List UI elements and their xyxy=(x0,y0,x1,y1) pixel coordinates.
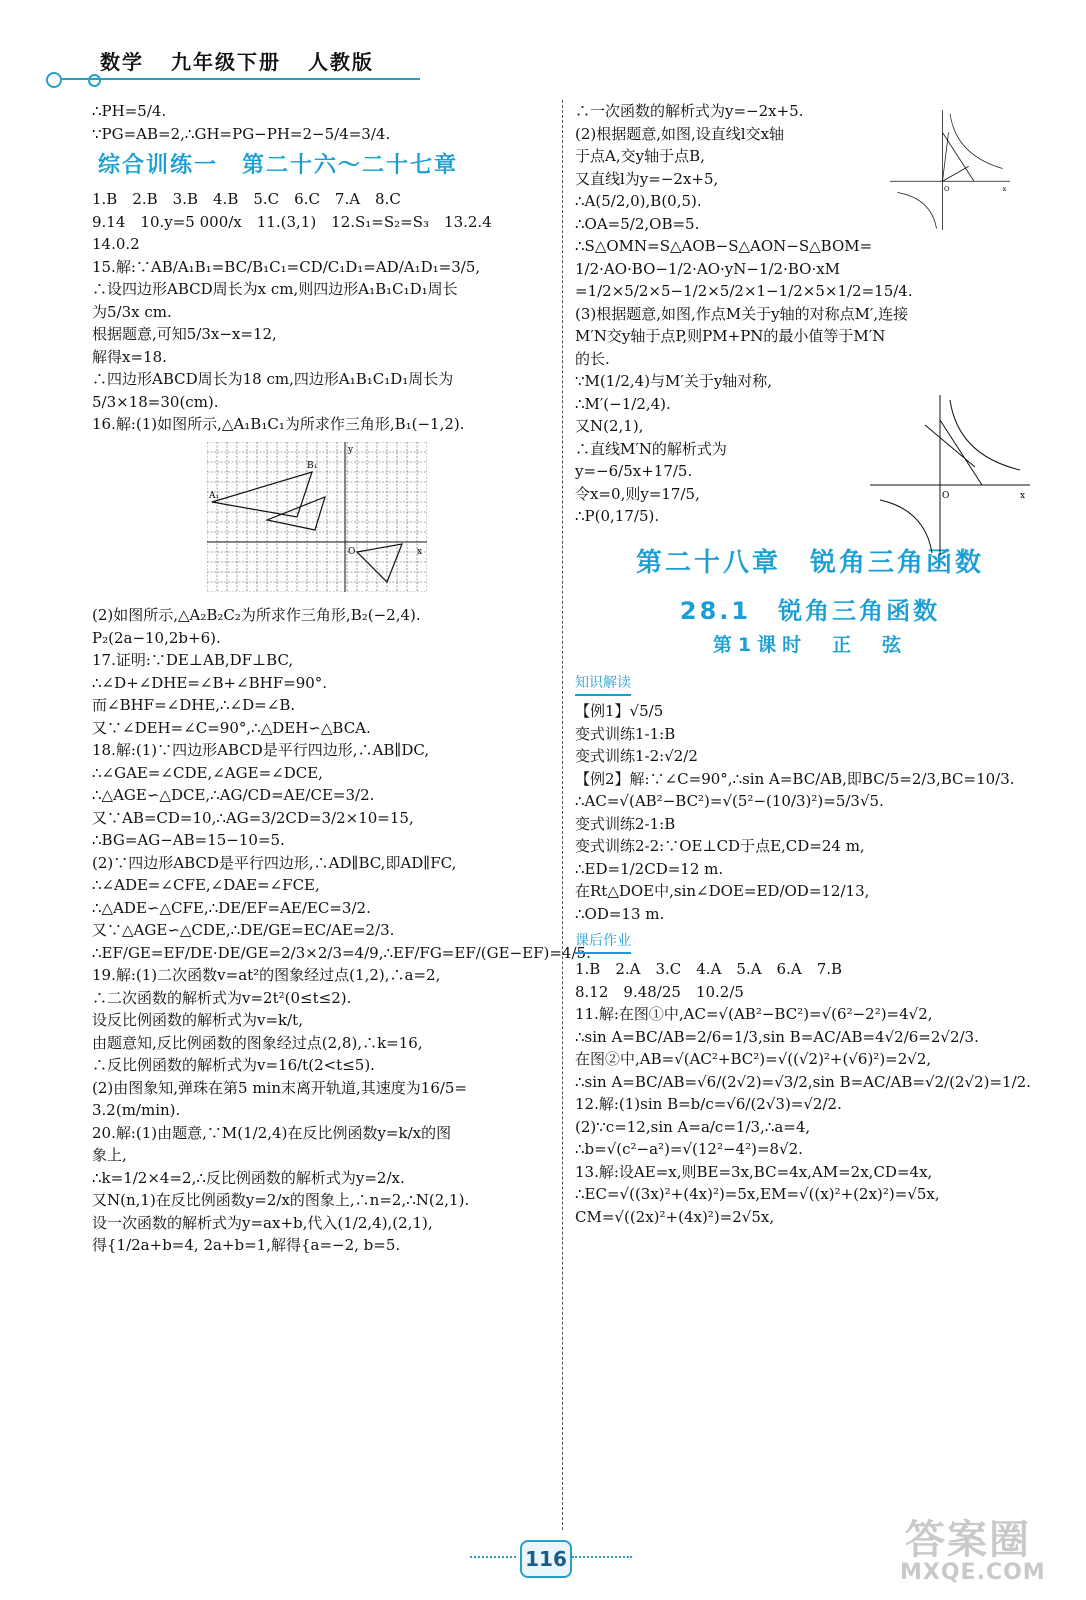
left-block-a xyxy=(92,188,547,436)
text-line: ∴OD=13 m. xyxy=(575,904,665,923)
text-line: 8.12 9.48/25 10.2/5 xyxy=(575,982,744,1001)
text-line: ∴A(5/2,0),B(0,5). xyxy=(575,192,702,210)
coordinate-grid-figure xyxy=(207,442,427,592)
text-line: 1/2·AO·BO−1/2·AO·yN−1/2·BO·xM xyxy=(575,259,841,278)
text-line: 在Rt△DOE中,sin∠DOE=ED/OD=12/13, xyxy=(575,882,870,900)
text-line: 5/3×18=30(cm). xyxy=(92,392,219,411)
page-number-ornament-right xyxy=(572,1556,632,1558)
running-header xyxy=(100,46,392,75)
text-line: 解得x=18. xyxy=(92,347,167,366)
text-line: ∴OA=5/2,OB=5. xyxy=(575,214,700,233)
text-line: 得{1/2a+b=4, 2a+b=1,解得{a=−2, b=5. xyxy=(92,1236,401,1254)
text-line: ∴M′(−1/2,4). xyxy=(575,394,671,413)
text-line: y=−6/5x+17/5. xyxy=(575,462,693,480)
text-line: 变式训练1-1:B xyxy=(575,724,676,743)
header-edition: 人教版 xyxy=(307,50,374,74)
right-block-c xyxy=(575,958,1045,1228)
header-subject: 数学 xyxy=(100,50,144,74)
text-line: 又N(2,1), xyxy=(575,417,644,435)
text-line: 设反比例函数的解析式为v=k/t, xyxy=(92,1011,303,1029)
function-graph-figure-2 xyxy=(870,395,1030,555)
svg-text:x: x xyxy=(1002,185,1007,193)
text-line: 又N(n,1)在反比例函数y=2/x的图象上,∴n=2,∴N(2,1). xyxy=(92,1191,470,1209)
text-line: 【例1】√5/5 xyxy=(575,702,664,720)
text-line: ∴∠D+∠DHE=∠B+∠BHF=90°. xyxy=(92,673,328,692)
text-line: ∴EC=√((3x)²+(4x)²)=5x,EM=√((x)²+(2x)²)=√5x, xyxy=(575,1185,940,1203)
homework-tag: 课后作业 xyxy=(575,931,631,954)
text-line: 变式训练2-2:∵OE⊥CD于点E,CD=24 m, xyxy=(575,837,865,855)
text-line: ∴一次函数的解析式为y=−2x+5. xyxy=(575,102,804,120)
text-line: ∴k=1/2×4=2,∴反比例函数的解析式为y=2/x. xyxy=(92,1168,405,1187)
text-line: =1/2×5/2×5−1/2×5/2×1−1/2×5×1/2=15/4. xyxy=(575,282,913,300)
text-line: M′N交y轴于点P,则PM+PN的最小值等于M′N xyxy=(575,327,886,345)
text-line: 根据题意,可知5/3x−x=12, xyxy=(92,325,277,343)
text-line: 17.证明:∵DE⊥AB,DF⊥BC, xyxy=(92,651,294,669)
text-line: 12.解:(1)sin B=b/c=√6/(2√3)=√2/2. xyxy=(575,1095,842,1113)
svg-text:A₁: A₁ xyxy=(209,490,220,501)
right-block-b xyxy=(575,700,1045,925)
section-title: 综合训练一 第二十六～二十七章 xyxy=(98,153,459,178)
text-line: 又∵△AGE∽△CDE,∴DE/GE=EC/AE=2/3. xyxy=(92,921,395,939)
svg-text:O: O xyxy=(942,491,950,501)
text-line: (2)∵四边形ABCD是平行四边形,∴AD∥BC,即AD∥FC, xyxy=(92,853,457,872)
text-line: ∴∠GAE=∠CDE,∠AGE=∠DCE, xyxy=(92,763,323,782)
text-line: ∴AC=√(AB²−BC²)=√(5²−(10/3)²)=5/3√5. xyxy=(575,792,884,810)
text-line: 变式训练2-1:B xyxy=(575,814,676,833)
text-line: ∵PG=AB=2,∴GH=PG−PH=2−5/4=3/4. xyxy=(92,124,391,143)
text-line: 11.解:在图①中,AC=√(AB²−BC²)=√(6²−2²)=4√2, xyxy=(575,1005,933,1023)
column-divider xyxy=(562,100,563,1530)
text-line: 3.2(m/min). xyxy=(92,1101,181,1119)
svg-text:O: O xyxy=(348,546,356,557)
svg-text:B₁: B₁ xyxy=(307,460,318,471)
text-line: 由题意知,反比例函数的图象经过点(2,8),∴k=16, xyxy=(92,1033,423,1052)
svg-text:x: x xyxy=(1020,491,1026,501)
text-line: ∴b=√(c²−a²)=√(12²−4²)=8√2. xyxy=(575,1140,803,1158)
text-line: 设一次函数的解析式为y=ax+b,代入(1/2,4),(2,1), xyxy=(92,1213,433,1232)
text-line: ∴PH=5/4. xyxy=(92,102,167,120)
text-line: ∴S△OMN=S△AOB−S△AON−S△BOM= xyxy=(575,237,873,255)
text-line: (2)由图象知,弹珠在第5 min末离开轨道,其速度为16/5= xyxy=(92,1078,468,1097)
text-line: ∴四边形ABCD周长为18 cm,四边形A₁B₁C₁D₁周长为 xyxy=(92,370,454,388)
text-line: 在图②中,AB=√(AC²+BC²)=√((√2)²+(√6)²)=2√2, xyxy=(575,1050,932,1068)
page-number-ornament-left xyxy=(470,1556,516,1558)
text-line: ∴设四边形ABCD周长为x cm,则四边形A₁B₁C₁D₁周长 xyxy=(92,280,458,298)
text-line: 13.解:设AE=x,则BE=3x,BC=4x,AM=2x,CD=4x, xyxy=(575,1162,933,1181)
header-ornament-small xyxy=(88,74,101,87)
text-line: ∵M(1/2,4)与M′关于y轴对称, xyxy=(575,372,773,390)
text-line: 为5/3x cm. xyxy=(92,302,172,321)
text-line: ∴EF/GE=EF/DE·DE/GE=2/3×2/3=4/9,∴EF/FG=EF/(GE−EF)=4/5. xyxy=(92,943,591,962)
text-line: 15.解:∵AB/A₁B₁=BC/B₁C₁=CD/C₁D₁=AD/A₁D₁=3/5, xyxy=(92,257,481,276)
text-line: ∴∠ADE=∠CFE,∠DAE=∠FCE, xyxy=(92,876,320,894)
text-line: 而∠BHF=∠DHE,∴∠D=∠B. xyxy=(92,696,296,714)
text-line: ∴直线M′N的解析式为 xyxy=(575,439,727,458)
text-line: 1.B 2.A 3.C 4.A 5.A 6.A 7.B xyxy=(575,960,843,978)
header-rule xyxy=(60,78,420,80)
text-line: CM=√((2x)²+(4x)²)=2√5x, xyxy=(575,1207,775,1226)
text-line: ∴sin A=BC/AB=2/6=1/3,sin B=AC/AB=4√2/6=2√2/3. xyxy=(575,1027,979,1046)
text-line: ∴△AGE∽△DCE,∴AG/CD=AE/CE=3/2. xyxy=(92,786,375,804)
text-line: 于点A,交y轴于点B, xyxy=(575,147,705,165)
text-line: ∴BG=AG−AB=15−10=5. xyxy=(92,831,285,849)
text-line: 象上, xyxy=(92,1146,127,1164)
text-line: 又直线l为y=−2x+5, xyxy=(575,169,719,188)
watermark-url: MXQE.COM xyxy=(900,1560,1046,1585)
watermark-logo: 答案圈 xyxy=(905,1517,1031,1563)
header-grade: 九年级下册 xyxy=(170,50,281,74)
text-line: 16.解:(1)如图所示,△A₁B₁C₁为所求作三角形,B₁(−1,2). xyxy=(92,415,465,433)
text-line: ∴反比例函数的解析式为v=16/t(2<t≤5). xyxy=(92,1056,375,1074)
text-line: 9.14 10.y=5 000/x 11.(3,1) 12.S₁=S₂=S₃ 13.2.4 xyxy=(92,212,492,231)
left-pre-block xyxy=(92,100,547,145)
text-line: 20.解:(1)由题意,∵M(1/2,4)在反比例函数y=k/x的图 xyxy=(92,1123,452,1142)
svg-text:y: y xyxy=(348,444,354,455)
text-line: (2)如图所示,△A₂B₂C₂为所求作三角形,B₂(−2,4). xyxy=(92,606,421,624)
svg-text:x: x xyxy=(417,546,423,557)
text-line: ∴二次函数的解析式为v=2t²(0≤t≤2). xyxy=(92,988,352,1007)
svg-text:O: O xyxy=(944,185,950,193)
left-column xyxy=(92,100,591,1257)
function-graph-figure-1 xyxy=(870,110,1030,230)
right-column xyxy=(575,100,1045,1228)
text-line: 的长. xyxy=(575,349,610,368)
lesson-title: 第1课时 正 弦 xyxy=(712,633,908,656)
text-line: 1.B 2.B 3.B 4.B 5.C 6.C 7.A 8.C xyxy=(92,190,401,208)
text-line: 14.0.2 xyxy=(92,235,140,253)
text-line: 18.解:(1)∵四边形ABCD是平行四边形,∴AB∥DC, xyxy=(92,741,430,759)
text-line: (3)根据题意,如图,作点M关于y轴的对称点M′,连接 xyxy=(575,304,909,323)
text-line: ∴sin A=BC/AB=√6/(2√2)=√3/2,sin B=AC/AB=√2/(2√2)=1/2. xyxy=(575,1072,1031,1091)
left-block-b xyxy=(92,604,591,1257)
text-line: 又∵∠DEH=∠C=90°,∴△DEH∽△BCA. xyxy=(92,718,371,737)
text-line: (2)根据题意,如图,设直线l交x轴 xyxy=(575,124,785,143)
text-line: P₂(2a−10,2b+6). xyxy=(92,628,221,647)
text-line: 又∵AB=CD=10,∴AG=3/2CD=3/2×10=15, xyxy=(92,808,414,827)
text-line: (2)∵c=12,sin A=a/c=1/3,∴a=4, xyxy=(575,1117,811,1136)
text-line: ∴P(0,17/5). xyxy=(575,507,660,525)
text-line: ∴ED=1/2CD=12 m. xyxy=(575,859,724,878)
knowledge-tag: 知识解读 xyxy=(575,673,631,696)
header-ornament xyxy=(46,72,62,88)
text-line: 【例2】解:∵∠C=90°,∴sin A=BC/AB,即BC/5=2/3,BC=10/3. xyxy=(575,769,1015,788)
text-line: ∴△ADE∽△CFE,∴DE/EF=AE/EC=3/2. xyxy=(92,898,371,917)
text-line: 变式训练1-2:√2/2 xyxy=(575,747,698,765)
text-line: 19.解:(1)二次函数v=at²的图象经过点(1,2),∴a=2, xyxy=(92,966,441,984)
text-line: 令x=0,则y=17/5, xyxy=(575,484,700,503)
chapter-title: 第二十八章 锐角三角函数 xyxy=(635,547,984,578)
section-heading: 28.1 锐角三角函数 xyxy=(679,596,941,625)
page-number: 116 xyxy=(520,1540,572,1578)
